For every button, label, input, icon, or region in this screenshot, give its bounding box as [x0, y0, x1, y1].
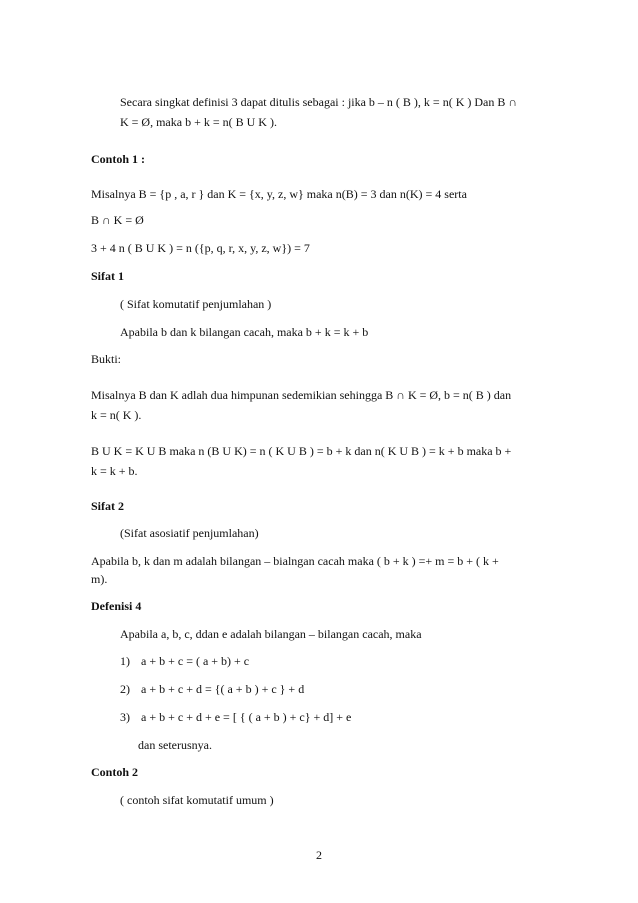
sifat2-heading: Sifat 2: [91, 499, 124, 513]
contoh1-line2: B ∩ K = Ø: [91, 213, 144, 227]
contoh2-subtitle: ( contoh sifat komutatif umum ): [120, 793, 274, 807]
list-item: [120, 681, 304, 697]
contoh1-heading: Contoh 1 :: [91, 152, 146, 166]
list-item-number: 3): [120, 710, 130, 724]
definition3-line1: Secara singkat definisi 3 dapat ditulis sebagai : jika b – n ( B ), k = n( K ) Dan B ∩: [120, 95, 518, 109]
contoh1-line3: 3 + 4 n ( B U K ) = n ({p, q, r, x, y, z, w}) = 7: [91, 241, 310, 255]
sifat2-line2: m).: [91, 572, 108, 586]
bukti-line2: k = n( K ).: [91, 408, 142, 422]
list-item: [120, 653, 249, 669]
definition3-line2: K = Ø, maka b + k = n( B U K ).: [120, 115, 277, 129]
list-item-text: a + b + c = ( a + b) + c: [141, 654, 250, 668]
contoh1-line1: Misalnya B = {p , a, r } dan K = {x, y, z, w} maka n(B) = 3 dan n(K) = 4 serta: [91, 187, 467, 201]
bukti-line1: Misalnya B dan K adlah dua himpunan sedemikian sehingga B ∩ K = Ø, b = n( B ) dan: [91, 388, 512, 402]
list-item-number: 2): [120, 682, 130, 696]
list-item: [120, 709, 351, 725]
list-item-text: a + b + c + d = {( a + b ) + c } + d: [141, 682, 305, 696]
sifat2-subtitle: (Sifat asosiatif penjumlahan): [120, 526, 259, 540]
sifat1-heading: Sifat 1: [91, 269, 124, 283]
list-item-number: 1): [120, 654, 130, 668]
contoh2-heading: Contoh 2: [91, 765, 139, 779]
definisi4-intro: Apabila a, b, c, ddan e adalah bilangan – bilangan cacah, maka: [120, 627, 422, 641]
sifat1-subtitle: ( Sifat komutatif penjumlahan ): [120, 297, 272, 311]
page-number: 2: [316, 848, 322, 862]
bukti-line4: k = k + b.: [91, 464, 138, 478]
definisi4-etc: dan seterusnya.: [138, 738, 212, 752]
definisi4-heading: Defenisi 4: [91, 599, 142, 613]
sifat1-statement: Apabila b dan k bilangan cacah, maka b + k = k + b: [120, 325, 369, 339]
sifat2-line1: Apabila b, k dan m adalah bilangan – bialngan cacah maka ( b + k ) =+ m = b + ( k +: [91, 554, 499, 568]
bukti-heading: Bukti:: [91, 352, 122, 366]
bukti-line3: B U K = K U B maka n (B U K) = n ( K U B ) = b + k dan n( K U B ) = k + b maka b +: [91, 444, 512, 458]
list-item-text: a + b + c + d + e = [ { ( a + b ) + c} + d] + e: [141, 710, 352, 724]
